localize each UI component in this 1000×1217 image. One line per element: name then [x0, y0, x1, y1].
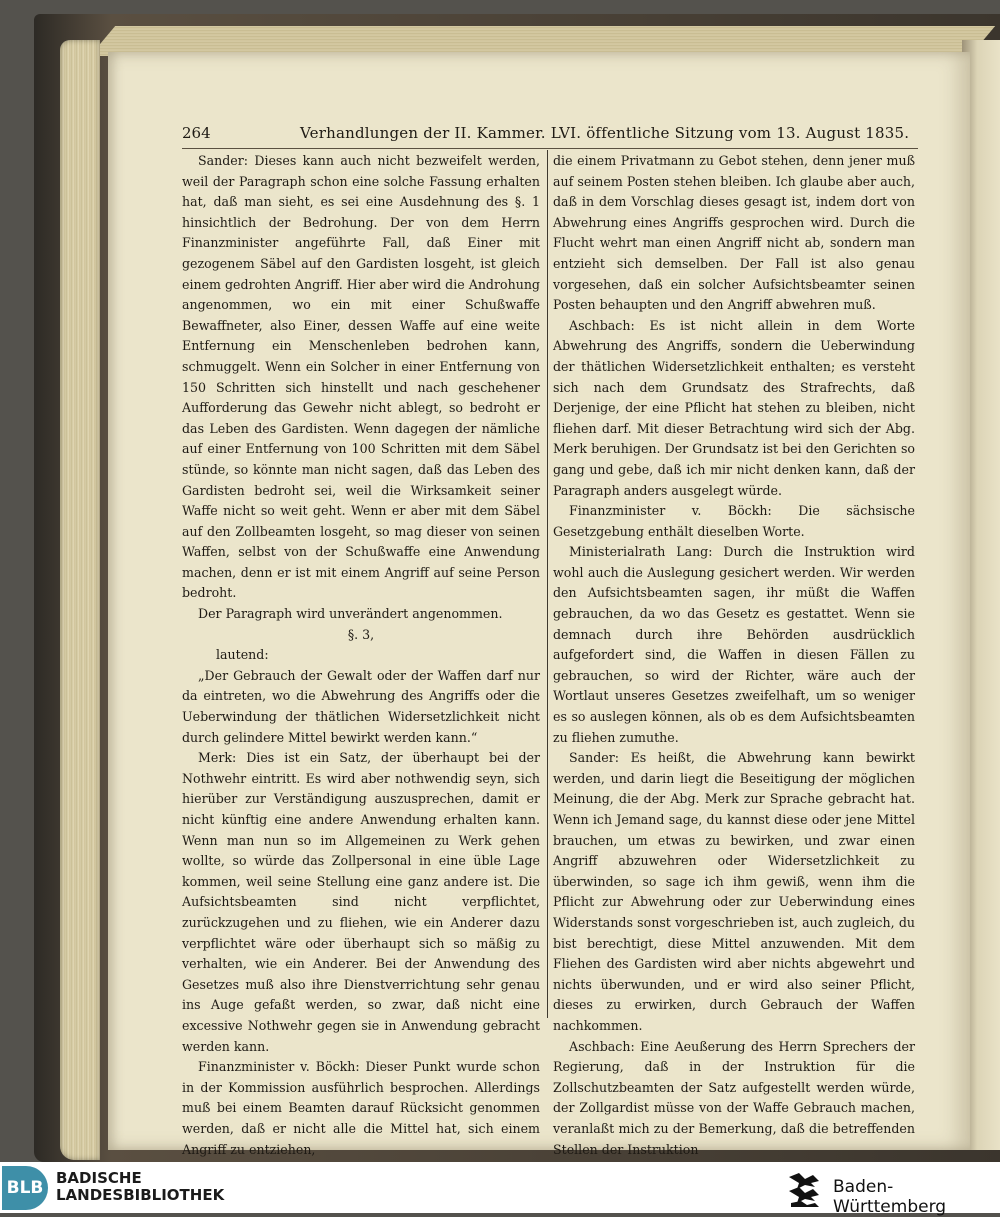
library-name-line2: LANDESBIBLIOTHEK — [56, 1186, 225, 1204]
running-head — [182, 124, 918, 148]
left-column — [182, 151, 540, 1160]
column-divider — [547, 150, 548, 1018]
state-name[interactable]: Baden-Württemberg — [833, 1177, 947, 1217]
quoted-paragraph: „Der Gebrauch der Gewalt oder der Waffen darf nur da eintreten, wo die Abwehrung des Angriffs oder die Ueberwindung der thätlichen Widersetzlichkeit nicht durch gelindere Mittel bewirkt werden kann.“ — [182, 667, 540, 745]
book-fore-edge — [60, 40, 100, 1160]
running-head-title: Verhandlungen der II. Kammer. LVI. öffentliche Sitzung vom 13. August 1835. — [300, 124, 910, 142]
paragraph: Finanzminister v. Böckh: Die sächsische Gesetzgebung enthält dieselben Worte. — [553, 503, 915, 539]
paragraph: Der Paragraph wird unverändert angenommen. — [198, 606, 503, 622]
section-heading: §. 3, — [347, 626, 375, 642]
right-column — [553, 151, 915, 1160]
paragraph: Sander: Dieses kann auch nicht bezweifelt werden, weil der Paragraph schon eine solche Fassung erhalten hat, daß man sieht, es sei eine Ausdehnung des §. 1 hinsichtlich der Bedrohung. Der von dem Herrn Finanzminister angeführte Fall, daß Einer mit gezogenem Säbel auf den Gardisten losgeht, ist gleich einem gedrohten Angriff. Hier aber wird die Androhung angenommen, wo ein mit einer Schußwaffe Bewaffneter, also Einer, dessen Waffe auf eine weite Entfernung ein Menschenleben bedrohen kann, schmuggelt. Wenn ein Solcher in einer Entfernung von 150 Schritten sich hinstellt und nach geschehener Aufforderung das Gewehr nicht ablegt, so bedroht er das Leben des Gardisten. Wenn dagegen der nämliche auf einer Entfernung von 100 Schritten mit dem Säbel stünde, so könnte man nicht sagen, daß das Leben des Gardisten bedroht sei, weil die Wirksamkeit seiner Waffe nicht so weit geht. Wenn er aber mit dem Säbel auf den Zollbeamten losgeht, so mag dieser von seinen Waffen, selbst von der Schußwaffe eine Anwendung machen, denn er ist mit einem Angriff auf seine Person bedroht. — [182, 153, 540, 601]
blb-logo[interactable]: BLB — [2, 1166, 48, 1210]
page-number: 264 — [182, 124, 211, 142]
header-rule — [182, 148, 918, 149]
paragraph: Sander: Es heißt, die Abwehrung kann bewirkt werden, und darin liegt die Beseitigung der möglichen Meinung, die der Abg. Merk zur Sprache gebracht hat. Wenn ich Jemand sage, du kannst diese oder jene Mittel brauchen, um etwas zu bewirken, und zwar einen Angriff abzuwehren oder Widersetzlichkeit zu überwinden, so sage ich ihm gewiß, wenn ihm die Pflicht zur Abwehrung oder zur Ueberwindung eines Widerstands sonst vorgeschrieben ist, auch zugleich, du bist berechtigt, diese Mittel anzuwenden. Mit dem Fliehen des Gardisten wird aber nichts abgewehrt und nichts überwunden, und er wird also seiner Pflicht, dieses zu erwirken, durch Gebrauch der Waffen nachkommen. — [553, 750, 915, 1033]
library-name[interactable] — [56, 1170, 224, 1204]
paragraph: Aschbach: Es ist nicht allein in dem Worte Abwehrung des Angriffs, sondern die Ueberwindung der thätlichen Widersetzlichkeit enthalten; es versteht sich nach dem Grundsatz des Strafrechts, daß Derjenige, der eine Pflicht hat stehen zu bleiben, nicht fliehen darf. Mit dieser Betrachtung wird sich der Abg. Merk beruhigen. Der Grundsatz ist bei den Gerichten so gang und gebe, daß ich mir nicht denken kann, daß der Paragraph anders ausgelegt würde. — [553, 317, 915, 498]
paragraph: lautend: — [216, 647, 269, 663]
paragraph: Aschbach: Eine Aeußerung des Herrn Sprechers der Regierung, daß in der Instruktion für die Zollschutzbeamten der Satz aufgestellt werden würde, der Zollgardist müsse von der Waffe Gebrauch machen, veranlaßt mich zu der Bemerkung, daß die betreffenden Stellen der Instruktion — [553, 1038, 915, 1157]
viewer-footer — [0, 1162, 1000, 1217]
paragraph: die einem Privatmann zu Gebot stehen, denn jener muß auf seinem Posten stehen bleiben. Ich glaube aber auch, daß in dem Vorschlag dieses gesagt ist, indem dort von Abwehrung eines Angriffs gesprochen wird. Durch die Flucht wehrt man einen Angriff nicht ab, sondern man entzieht sich demselben. Der Fall ist also genau vorgesehen, daß ein solcher Aufsichtsbeamter seinen Posten behaupten und den Angriff abwehren muß. — [553, 153, 915, 313]
paragraph: Ministerialrath Lang: Durch die Instruktion wird wohl auch die Auslegung gesichert werden. Wir werden den Aufsichtsbeamten sagen, ihr müßt die Waffen gebrauchen, da wo das Gesetz es gestattet. Wenn sie demnach durch ihre Behörden ausdrücklich aufgefordert sind, die Waffen in diesen Fällen zu gebrauchen, so wird der Richter, wäre auch der Wortlaut unseres Gesetzes zweifelhaft, um so weniger es so auslegen können, als ob es dem Aufsichtsbeamten zu fliehen zumuthe. — [553, 544, 915, 745]
paragraph: Merk: Dies ist ein Satz, der überhaupt bei der Nothwehr eintritt. Es wird aber nothwendig seyn, sich hierüber zur Verständigung auszusprechen, damit er nicht künftig eine andere Anwendung erhalten kann. Wenn man nun so im Allgemeinen zu Werk gehen wollte, so würde das Zollpersonal in eine üble Lage kommen, weil seine Stellung eine ganz andere ist. Die Aufsichtsbeamten sind nicht verpflichtet, zurückzugehen und zu fliehen, wie ein Anderer dazu verpflichtet wäre oder überhaupt sich so mäßig zu verhalten, wie ein Anderer. Bei der Anwendung des Gesetzes muß also ihre Dienstverrichtung sehr genau ins Auge gefaßt werden, so zwar, daß nicht eine excessive Nothwehr gegen sie in Anwendung gebracht werden kann. — [182, 750, 540, 1054]
library-name-line1: BADISCHE — [56, 1169, 142, 1187]
paragraph: Finanzminister v. Böckh: Dieser Punkt wurde schon in der Kommission ausführlich besprochen. Allerdings muß bei einem Beamten darauf Rücksicht genommen werden, daß er nicht alle die Mittel hat, sich einem Angriff zu entziehen, — [182, 1059, 540, 1157]
baden-wuerttemberg-lions-icon[interactable] — [785, 1169, 825, 1209]
